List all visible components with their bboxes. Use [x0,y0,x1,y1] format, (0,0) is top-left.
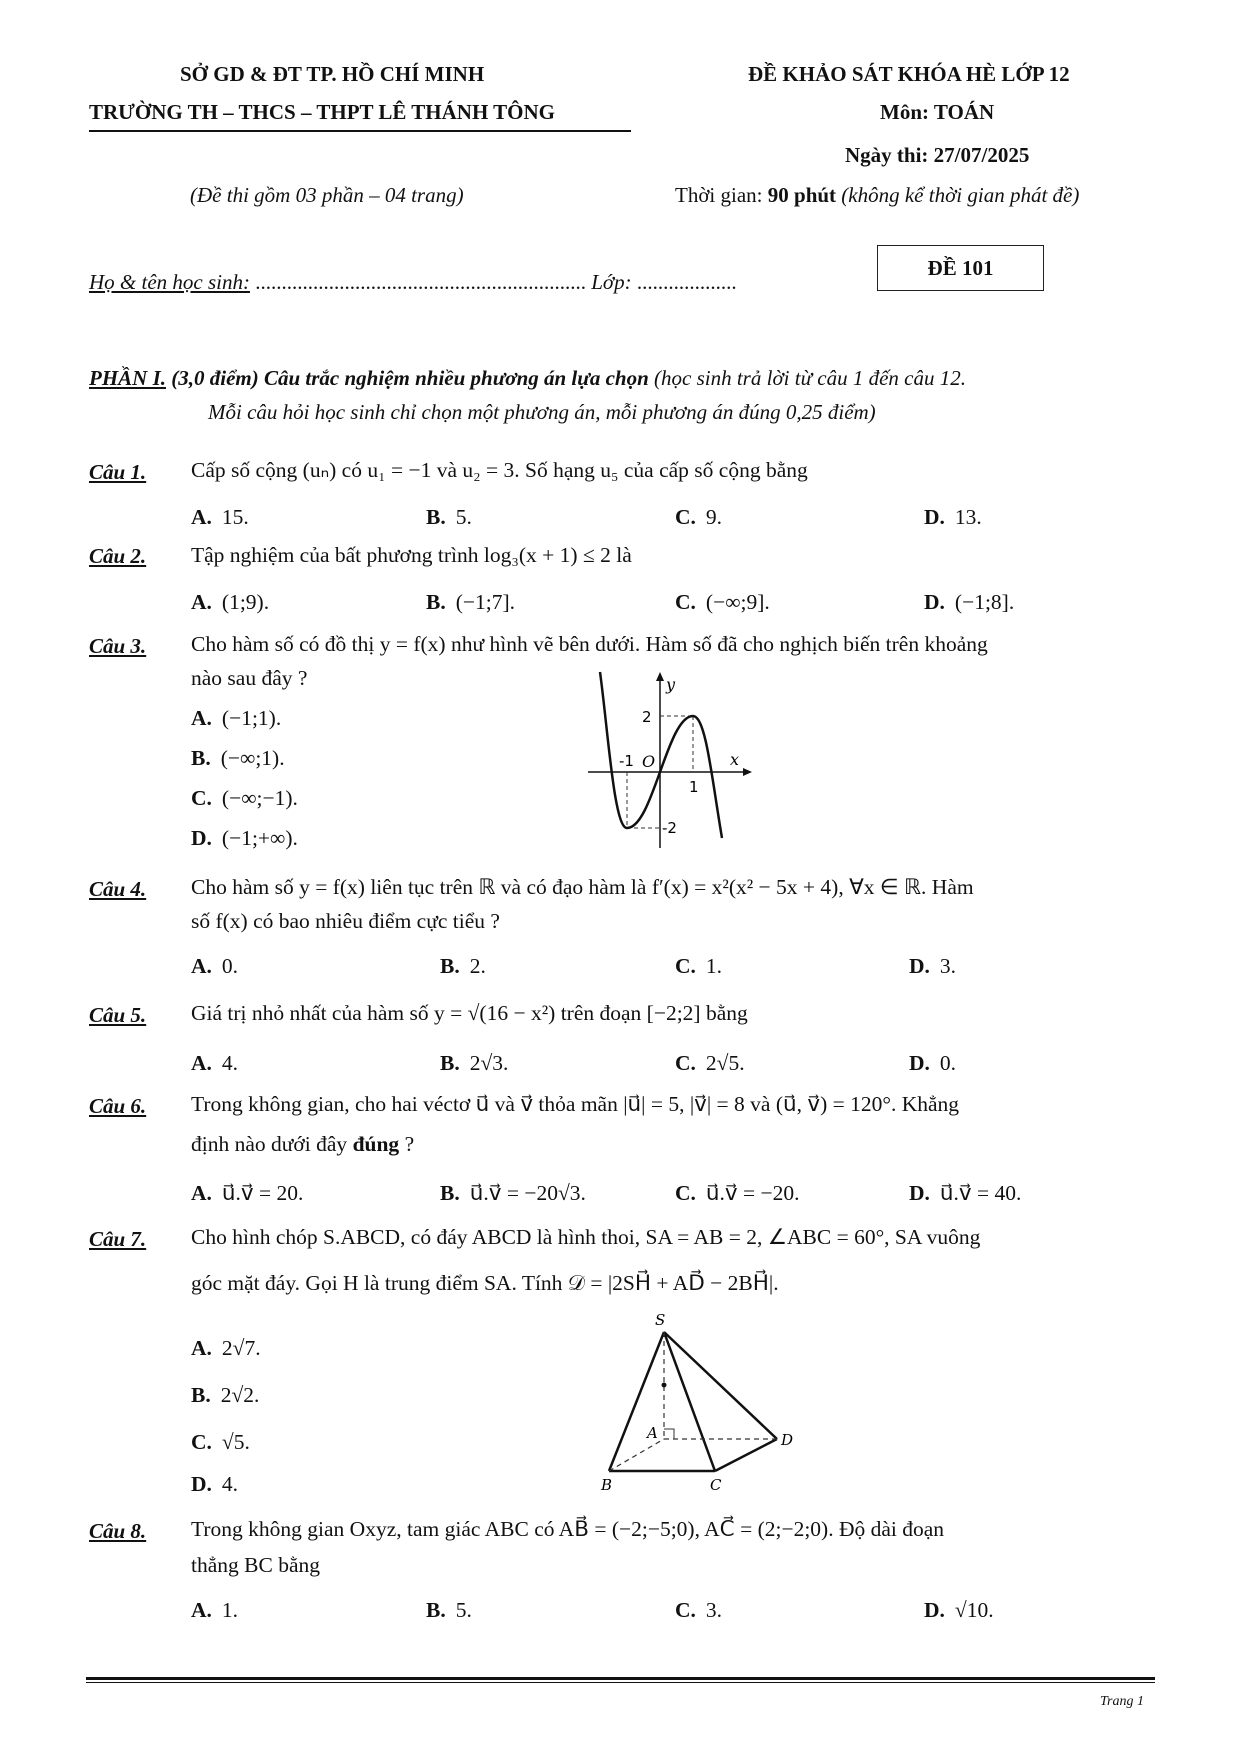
option-key: D. [909,954,930,978]
option-key: D. [909,1181,930,1205]
x-axis-label: x [730,750,740,769]
emphasis: đúng [352,1132,400,1156]
question-6-option-b[interactable] [440,1181,586,1206]
question-2-option-b[interactable] [426,590,515,615]
question-2-option-d[interactable] [924,590,1014,615]
option-value: 2√7. [221,1336,261,1360]
question-7-pyramid-figure [595,1310,810,1495]
section-title: PHẦN I. [89,366,167,390]
section-instruction-1: (học sinh trả lời từ câu 1 đến câu 12. [654,366,966,390]
question-2-option-c[interactable] [675,590,770,615]
option-value: 0. [939,1051,957,1075]
option-value: u⃗.v⃗ = −20. [705,1181,800,1205]
question-4-option-b[interactable] [440,954,486,979]
option-value: u⃗.v⃗ = 20. [221,1181,304,1205]
option-key: B. [426,590,446,614]
option-value: 2√2. [220,1383,260,1407]
option-key: A. [191,590,212,614]
question-3-text: Cho hàm số có đồ thị y = f(x) như hình vẽ bên dưới. Hàm số đã cho nghịch biến trên khoảng [191,632,988,656]
page-number: Trang 1 [1100,1694,1144,1709]
question-6-label: Câu 6. [89,1094,147,1118]
option-value: u⃗.v⃗ = 40. [939,1181,1022,1205]
department-name: SỞ GD & ĐT TP. HỒ CHÍ MINH [180,62,485,86]
question-4-label: Câu 4. [89,877,147,901]
question-5-option-a[interactable] [191,1051,238,1076]
question-4-option-c[interactable] [675,954,722,979]
option-value: √10. [954,1598,994,1622]
label-d: D [781,1431,794,1449]
question-3-label: Câu 3. [89,634,147,658]
question-8-label: Câu 8. [89,1519,147,1543]
exam-title: ĐỀ KHẢO SÁT KHÓA HÈ LỚP 12 [748,62,1070,86]
student-name-field[interactable]: ............................................................... [255,270,586,294]
option-key: B. [440,1181,460,1205]
option-key: B. [191,746,211,770]
question-4-text-2: số f(x) có bao nhiêu điểm cực tiểu ? [191,909,500,933]
option-key: C. [675,1181,696,1205]
option-key: A. [191,1181,212,1205]
school-underline [89,130,631,132]
student-name-label: Họ & tên học sinh: [89,270,250,294]
question-3-text-2: nào sau đây ? [191,666,308,690]
question-5-option-c[interactable] [675,1051,745,1076]
option-value: √5. [221,1430,250,1454]
option-key: D. [191,1472,212,1496]
option-key: C. [675,505,696,529]
question-1-option-b[interactable] [426,505,472,530]
tick-x-right: 1 [689,778,699,796]
question-3-option-b[interactable] [191,746,285,771]
exam-code-box [877,245,1044,291]
option-value: (−1;8]. [954,590,1015,614]
label-b: B [601,1476,613,1494]
question-1-option-d[interactable] [924,505,982,530]
footer-rule-bottom [86,1682,1155,1683]
text-part: ? [399,1132,415,1156]
question-6-option-d[interactable] [909,1181,1021,1206]
right-angle-mark [664,1429,674,1439]
option-value: 9. [705,505,723,529]
exam-code: ĐỀ 101 [927,255,994,280]
question-3-graph [580,670,760,850]
subject: Môn: TOÁN [880,100,995,124]
option-key: C. [675,1598,696,1622]
option-value: (−1;+∞). [221,826,298,850]
option-key: A. [191,706,212,730]
question-3-option-c[interactable] [191,786,298,811]
time-suffix: (không kể thời gian phát đề) [841,183,1080,207]
option-value: 1. [705,954,723,978]
time-value: 90 phút [767,183,837,207]
section-heading [89,366,966,391]
time-info [675,183,1079,208]
x-axis-arrow [743,768,752,776]
question-7-option-d[interactable] [191,1472,238,1497]
question-2-text: Tập nghiệm của bất phương trình log₃(x + 1) ≤ 2 là [191,543,632,567]
question-7-option-a[interactable] [191,1336,261,1361]
option-key: A. [191,1336,212,1360]
student-info-line [89,270,737,295]
option-value: (−1;1). [221,706,282,730]
option-value: 0. [221,954,239,978]
option-value: 4. [221,1472,239,1496]
question-1-text: Cấp số cộng (uₙ) có u₁ = −1 và u₂ = 3. Số hạng u₅ của cấp số cộng bằng [191,458,808,482]
option-key: D. [924,590,945,614]
option-value: (−∞;−1). [221,786,298,810]
question-8-option-d[interactable] [924,1598,994,1623]
text-part: định nào dưới đây [191,1132,353,1156]
edge-sd [664,1332,777,1439]
question-6-option-c[interactable] [675,1181,800,1206]
question-3-option-d[interactable] [191,826,298,851]
class-label: Lớp: [591,270,632,294]
question-8-text-2: thẳng BC bằng [191,1553,320,1577]
footer-rule-top [86,1677,1155,1680]
tick-y-top: 2 [642,708,652,726]
option-value: (1;9). [221,590,270,614]
question-4-text: Cho hàm số y = f(x) liên tục trên ℝ và có đạo hàm là f′(x) = x²(x² − 5x + 4), ∀x ∈ ℝ. Hàm [191,875,974,899]
section-points: (3,0 điểm) Câu trắc nghiệm nhiều phương án lựa chọn [171,366,649,390]
y-axis-label: y [666,675,676,694]
option-value: 2√3. [469,1051,509,1075]
question-7-label: Câu 7. [89,1227,147,1251]
label-s: S [655,1311,666,1329]
option-value: 15. [221,505,249,529]
option-key: B. [191,1383,211,1407]
option-value: 1. [221,1598,239,1622]
option-key: A. [191,1598,212,1622]
question-5-text: Giá trị nhỏ nhất của hàm số y = √(16 − x²) trên đoạn [−2;2] bằng [191,1001,748,1025]
option-value: (−∞;9]. [705,590,770,614]
school-name: TRƯỜNG TH – THCS – THPT LÊ THÁNH TÔNG [89,100,556,124]
option-key: C. [675,590,696,614]
question-6-text: Trong không gian, cho hai véctơ u⃗ và v⃗ thỏa mãn |u⃗| = 5, |v⃗| = 8 và (u⃗, v⃗) = 120°. Khẳng [191,1092,960,1116]
label-c: C [710,1476,722,1494]
option-key: A. [191,1051,212,1075]
question-5-option-b[interactable] [440,1051,508,1076]
option-value: 4. [221,1051,239,1075]
exam-date: Ngày thi: 27/07/2025 [845,143,1030,167]
question-7-text: Cho hình chóp S.ABCD, có đáy ABCD là hình thoi, SA = AB = 2, ∠ABC = 60°, SA vuông [191,1225,981,1249]
option-key: C. [191,786,212,810]
option-key: C. [675,1051,696,1075]
tick-x-left: -1 [619,752,634,770]
question-3-option-a[interactable] [191,706,281,731]
option-key: C. [191,1430,212,1454]
question-5-option-d[interactable] [909,1051,956,1076]
edge-sc [664,1332,715,1471]
option-value: 2√5. [705,1051,745,1075]
edge-ab-hidden [609,1439,664,1471]
option-key: B. [440,1051,460,1075]
question-8-option-b[interactable] [426,1598,472,1623]
question-1-label: Câu 1. [89,460,147,484]
option-value: (−1;7]. [455,590,516,614]
question-7-text-2: góc mặt đáy. Gọi H là trung điểm SA. Tính 𝒟 = |2SH⃗ + AD⃗ − 2BH⃗|. [191,1271,779,1295]
option-key: D. [924,1598,945,1622]
option-key: D. [191,826,212,850]
edge-sb [609,1332,664,1471]
option-value: 3. [705,1598,723,1622]
option-value: (−∞;1). [220,746,285,770]
midpoint-h [662,1383,667,1388]
question-5-label: Câu 5. [89,1003,147,1027]
origin-label: O [642,752,656,771]
option-key: B. [426,1598,446,1622]
option-key: A. [191,954,212,978]
option-key: C. [675,954,696,978]
time-prefix: Thời gian: [675,183,763,207]
question-8-option-c[interactable] [675,1598,722,1623]
option-value: 13. [954,505,982,529]
question-1-option-c[interactable] [675,505,722,530]
question-4-option-a[interactable] [191,954,238,979]
question-7-option-c[interactable] [191,1430,250,1455]
section-instruction-2: Mỗi câu hỏi học sinh chỉ chọn một phương án, mỗi phương án đúng 0,25 điểm) [208,400,876,424]
question-6-option-a[interactable] [191,1181,303,1206]
edge-cd [715,1439,777,1471]
option-value: 5. [455,1598,472,1622]
question-2-label: Câu 2. [89,544,147,568]
question-8-option-a[interactable] [191,1598,238,1623]
option-key: A. [191,505,212,529]
question-4-option-d[interactable] [909,954,956,979]
question-8-text: Trong không gian Oxyz, tam giác ABC có AB⃗ = (−2;−5;0), AC⃗ = (2;−2;0). Độ dài đoạn [191,1517,945,1541]
question-1-option-a[interactable] [191,505,249,530]
question-7-option-b[interactable] [191,1383,259,1408]
option-value: 5. [455,505,472,529]
option-key: B. [426,505,446,529]
structure-note: (Đề thi gồm 03 phần – 04 trang) [190,183,464,207]
option-key: D. [924,505,945,529]
option-key: B. [440,954,460,978]
class-field[interactable]: ................... [636,270,737,294]
question-2-option-a[interactable] [191,590,269,615]
question-6-text-2 [191,1132,414,1157]
option-value: 2. [469,954,486,978]
label-a: A [647,1424,658,1442]
y-axis-arrow [656,672,664,681]
option-key: D. [909,1051,930,1075]
option-value: u⃗.v⃗ = −20√3. [469,1181,586,1205]
tick-y-bottom: -2 [662,819,677,837]
option-value: 3. [939,954,957,978]
